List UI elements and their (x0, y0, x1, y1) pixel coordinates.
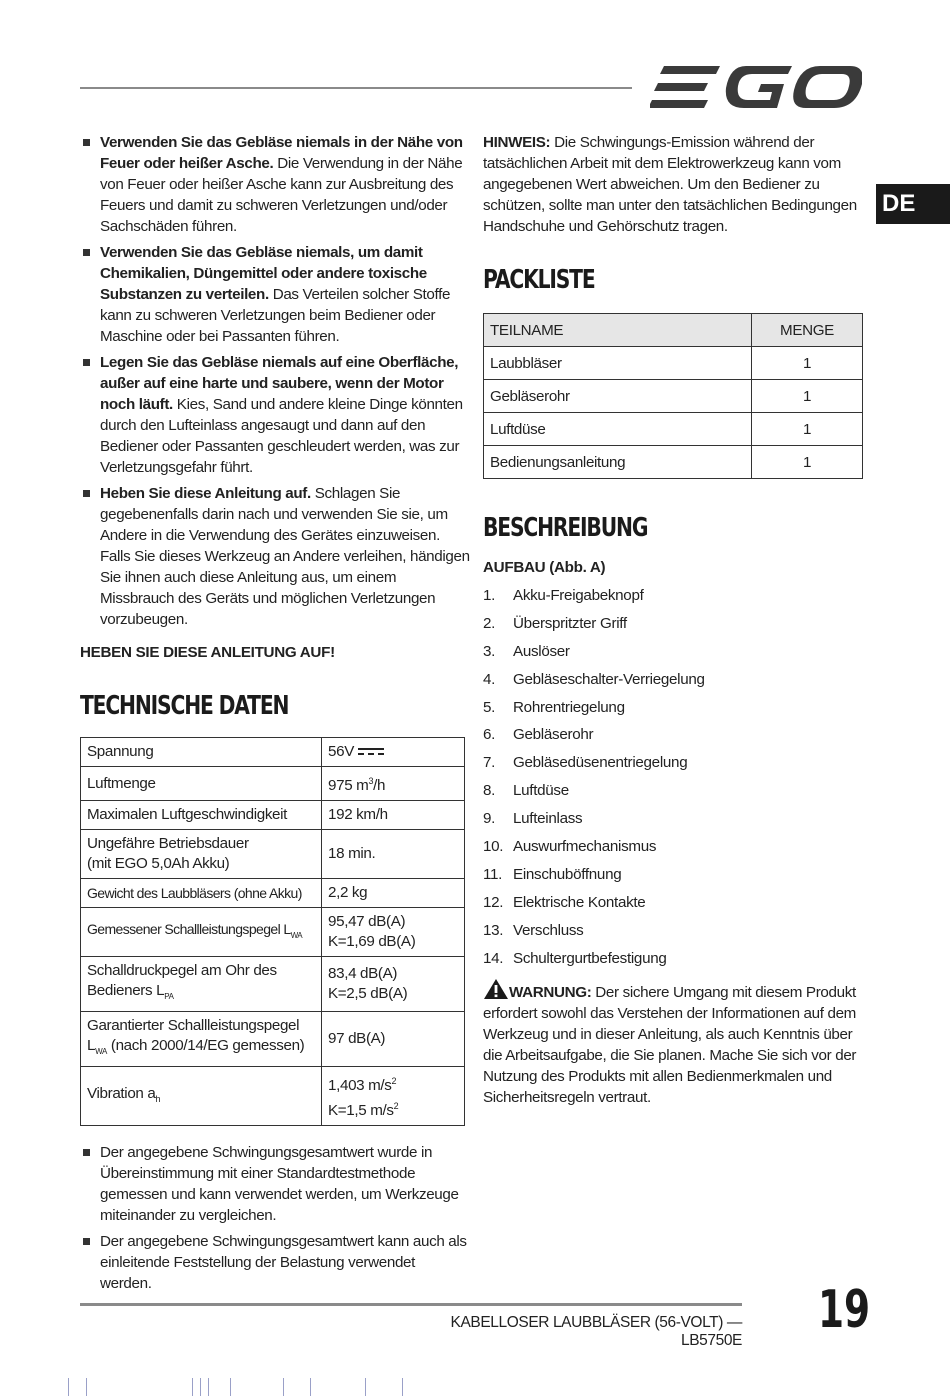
bullet-text: Der angegebene Schwingungsgesamtwert wurde in Übereinstimmung mit einer Standardtestmethode gemessen und kann verwendet werden, um Werkzeuge miteinander zu vergleichen. (100, 1144, 459, 1225)
table-row (81, 738, 465, 767)
pack-item-qty: 1 (752, 347, 863, 380)
spec-value: 56V (322, 738, 465, 767)
spec-key: Gemessener Schallleistungspegel $L_{WA}$ (81, 908, 322, 957)
safety-bullets (80, 132, 470, 630)
list-item: 13. Verschluss (483, 921, 584, 939)
footer-title: KABELLOSER LAUBBLÄSER (56-VOLT) — LB5750E (450, 1314, 742, 1349)
spec-key: Gewicht des Laubbläsers (ohne Akku) (81, 879, 322, 908)
scan-mark (192, 1378, 193, 1396)
header-rule (80, 87, 632, 89)
table-row (484, 413, 863, 446)
spec-key: Ungefähre Betriebsdauer (mit EGO 5,0Ah Akku) (81, 830, 322, 879)
bullet-text: Die Verwendung in der Nähe von Feuer oder heißer Asche kann zur Ausbreitung des Feuers und damit zu schweren Verletzungen und/oder Sachschäden führen. (100, 155, 463, 235)
spec-value: 192 km/h (322, 801, 465, 830)
pack-header-name: TEILNAME (484, 314, 752, 347)
square-bullet-icon (83, 1238, 90, 1245)
scan-mark (365, 1378, 366, 1396)
table-row (81, 879, 465, 908)
warning-label: WARNUNG: (509, 984, 592, 1002)
bullet-text: Das Verteilen solcher Stoffe kann zu schweren Verletzungen beim Bediener oder Maschine oder bei Passanten führen. (100, 286, 451, 345)
square-bullet-icon (83, 490, 90, 497)
dc-current-icon (358, 747, 384, 757)
aufbau-heading: AUFBAU (Abb. A) (483, 559, 606, 576)
table-row (81, 767, 465, 801)
list-item: 1. Akku-Freigabeknopf (483, 587, 644, 604)
scan-mark (208, 1378, 209, 1396)
bullet-text: Der angegebene Schwingungsgesamtwert kann auch als einleitende Feststellung der Belastung verwendet werden. (100, 1233, 467, 1293)
description-heading: BESCHREIBUNG (483, 513, 648, 543)
list-item: 4. Gebläseschalter-Verriegelung (483, 670, 705, 688)
list-item (80, 483, 470, 630)
hinweis-text: Die Schwingungs-Emission während der tatsächlichen Arbeit mit dem Elektrowerkzeug kann vom angegebenen Wert abweichen. Um den Bediener zu schützen, sollte man unter den tatsächlichen Bedingungen Handschuhe und Gehörschutz tragen. (483, 134, 857, 235)
table-header-row (484, 314, 863, 347)
pack-item-qty: 1 (752, 413, 863, 446)
warning-triangle-icon (483, 978, 509, 1000)
table-row (484, 347, 863, 380)
spec-value: 97 dB(A) (322, 1012, 465, 1067)
page-number: 19 (818, 1280, 871, 1340)
specs-heading: TECHNISCHE DATEN (80, 691, 289, 721)
pack-item-name: Luftdüse (484, 413, 752, 446)
scan-mark (200, 1378, 201, 1396)
spec-key: Vibration $a_h$ (81, 1067, 322, 1126)
scan-mark (230, 1378, 231, 1396)
spec-key: Luftmenge (81, 767, 322, 801)
bullet-bold: Heben Sie diese Anleitung auf. (100, 485, 311, 502)
spec-key: Garantierter Schallleistungspegel $L_{WA}$ (nach 2000/14/EG gemessen) (81, 1012, 322, 1067)
list-item: 8. Luftdüse (483, 782, 569, 800)
list-item: 3. Auslöser (483, 642, 570, 660)
spec-value: 95,47 dB(A) K=1,69 dB(A) (322, 908, 465, 957)
scan-mark (68, 1378, 69, 1396)
table-row (81, 801, 465, 830)
list-item: 7. Gebläsedüsenentriegelung (483, 754, 688, 772)
warning-note (483, 978, 868, 1108)
pack-item-qty: 1 (752, 380, 863, 413)
table-row (484, 446, 863, 479)
left-column (80, 132, 470, 1299)
hinweis-label: HINWEIS: (483, 134, 551, 151)
list-item: 9. Lufteinlass (483, 810, 583, 828)
warning-text: Der sichere Umgang mit diesem Produkt erfordert sowohl das Verstehen der Informationen auf dem Werkzeug und in dieser Anleitung, als auch Kenntnis über die Arbeitsaufgabe, die Sie planen. Mache Sie sich vor der Nutzung des Produkts mit allen Bedienmerkmalen und Sicherheitsregeln vertraut. (483, 984, 857, 1107)
list-item (80, 132, 470, 237)
table-row (484, 380, 863, 413)
table-row (81, 1067, 465, 1126)
bullet-text: Kies, Sand und andere kleine Dinge könnten durch den Lufteinlass angesaugt und dann auf den Bediener oder Passanten geschleudert werden, was zur Verletzungsgefahr führt. (100, 396, 463, 476)
pack-item-name: Bedienungsanleitung (484, 446, 752, 479)
spec-key: Schalldruckpegel am Ohr des Bedieners $L_{PA}$ (81, 957, 322, 1012)
pack-item-name: Gebläserohr (484, 380, 752, 413)
ego-logo (650, 64, 862, 112)
table-row (81, 957, 465, 1012)
table-row (81, 908, 465, 957)
list-item: 14. Schultergurtbefestigung (483, 949, 667, 967)
specs-table (80, 737, 465, 1126)
list-item (80, 352, 470, 478)
list-item: 11. Einschuböffnung (483, 865, 622, 883)
list-item: 5. Rohrentriegelung (483, 698, 625, 716)
list-item: 10. Auswurfmechanismus (483, 838, 657, 856)
language-tab: DE (876, 184, 950, 224)
pack-item-name: Laubbläser (484, 347, 752, 380)
square-bullet-icon (83, 1149, 90, 1156)
pack-item-qty: 1 (752, 446, 863, 479)
list-item: 6. Gebläserohr (483, 726, 594, 744)
footer-rule (80, 1303, 742, 1306)
list-item (80, 242, 470, 347)
hinweis-note (483, 132, 868, 237)
table-row (81, 1012, 465, 1067)
list-item: 2. Überspritzter Griff (483, 614, 627, 632)
scan-mark (402, 1378, 403, 1396)
list-item (80, 1142, 470, 1226)
spec-value: 2,2 kg (322, 879, 465, 908)
list-item (80, 1231, 470, 1294)
parts-list (483, 582, 868, 972)
bullet-bold: Verwenden Sie das Gebläse niemals, um damit Chemikalien, Düngemittel oder andere toxische Substanzen zu verteilen. (100, 244, 427, 303)
pack-header-qty: MENGE (752, 314, 863, 347)
spec-key: Spannung (81, 738, 322, 767)
vibration-bullets (80, 1142, 470, 1294)
spec-value: 83,4 dB(A) K=2,5 dB(A) (322, 957, 465, 1012)
list-item: 12. Elektrische Kontakte (483, 893, 646, 911)
table-row (81, 830, 465, 879)
scan-mark (310, 1378, 311, 1396)
spec-value: 975 $m^3/h$ (322, 767, 465, 801)
square-bullet-icon (83, 359, 90, 366)
bullet-text: Schlagen Sie gegebenenfalls darin nach und verwenden Sie sie, um Andere in die Verwendung des Gerätes einzuweisen. Falls Sie dieses Werkzeug an Andere verleihen, händigen Sie ihnen auch diese Anleitung aus, um einem Missbrauch des Geräts und möglichen Verletzungen vorzubeugen. (100, 485, 470, 628)
pack-heading: PACKLISTE (483, 265, 595, 295)
spec-value: 18 min. (322, 830, 465, 879)
square-bullet-icon (83, 249, 90, 256)
save-notice: HEBEN SIE DIESE ANLEITUNG AUF! (80, 644, 335, 661)
right-column (483, 132, 868, 1108)
bullet-bold: Verwenden Sie das Gebläse niemals in der Nähe von Feuer oder heißer Asche. (100, 134, 463, 172)
pack-table (483, 313, 863, 479)
spec-value: 1,403 $m/s^2$ K=1,5 $m/s^2$ (322, 1067, 465, 1126)
scan-mark (283, 1378, 284, 1396)
scan-mark (86, 1378, 87, 1396)
bullet-bold: Legen Sie das Gebläse niemals auf eine Oberfläche, außer auf eine harte und saubere, wenn der Motor noch läuft. (100, 354, 459, 413)
square-bullet-icon (83, 139, 90, 146)
spec-key: Maximalen Luftgeschwindigkeit (81, 801, 322, 830)
